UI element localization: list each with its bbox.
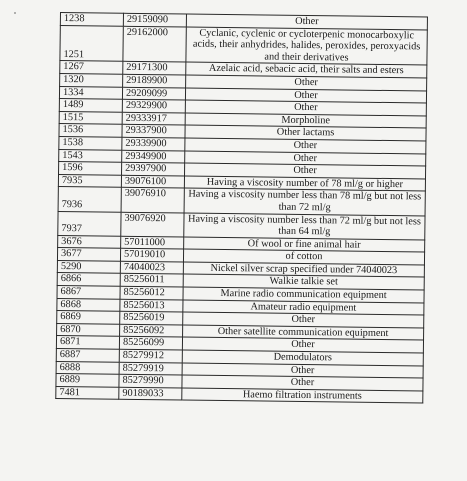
description-cell: Other	[186, 75, 427, 91]
description-cell: Other lactams	[185, 125, 426, 141]
hs-code-cell: 39076100	[121, 175, 184, 188]
serial-number-cell: 1320	[60, 73, 123, 86]
description-cell: Demodulators	[182, 350, 423, 366]
description-cell: Marine radio communication equipment	[183, 287, 424, 303]
serial-number-cell: 7937	[58, 211, 121, 236]
hs-code-cell: 85279919	[119, 362, 182, 375]
description-cell: Haemo filtration instruments	[182, 388, 423, 404]
hs-code-cell: 29209099	[122, 87, 185, 100]
hs-code-cell: 29329900	[122, 99, 185, 112]
hs-code-cell: 85256013	[120, 299, 183, 312]
description-cell: Other	[186, 14, 427, 30]
description-cell: Other	[185, 88, 426, 104]
serial-number-cell: 7936	[58, 187, 121, 212]
description-cell: Other	[182, 363, 423, 379]
serial-number-cell: 7481	[56, 386, 119, 399]
hs-code-cell: 29333917	[122, 112, 185, 125]
serial-number-cell: 1334	[59, 86, 122, 99]
serial-number-cell: 6887	[56, 349, 119, 362]
serial-number-cell: 1543	[59, 149, 122, 162]
hs-code-cell: 39076920	[121, 212, 184, 237]
hs-code-cell: 85256092	[120, 324, 183, 337]
serial-number-cell: 3677	[57, 248, 120, 261]
serial-number-cell: 7935	[58, 174, 121, 187]
serial-number-cell: 6888	[56, 361, 119, 374]
serial-number-cell: 1515	[59, 111, 122, 124]
description-cell: Other	[182, 337, 423, 353]
description-cell: Other	[185, 151, 426, 167]
description-cell: Other	[185, 138, 426, 154]
hs-code-cell: 74040023	[120, 261, 183, 274]
description-cell: Amateur radio equipment	[183, 300, 424, 316]
serial-number-cell: 1251	[60, 25, 123, 62]
serial-number-cell: 6889	[56, 374, 119, 387]
serial-number-cell: 1536	[59, 124, 122, 137]
serial-number-cell: 6868	[57, 298, 120, 311]
hs-code-cell: 85256019	[120, 312, 183, 325]
description-cell: Azelaic acid, sebacic acid, their salts and esters	[186, 62, 427, 78]
description-cell: Walkie talkie set	[183, 274, 424, 290]
serial-number-cell: 1238	[60, 13, 123, 26]
serial-number-cell: 6867	[57, 286, 120, 299]
serial-number-cell: 3676	[58, 235, 121, 248]
description-cell: Nickel silver scrap specified under 74040023	[183, 262, 424, 278]
hs-code-cell: 29349900	[122, 150, 185, 163]
table-row	[60, 25, 427, 65]
description-cell: Morpholine	[185, 113, 426, 129]
hs-code-cell: 85256011	[120, 274, 183, 287]
hs-code-cell: 85256099	[119, 337, 182, 350]
hs-code-cell: 85279990	[119, 374, 182, 387]
description-cell: Other	[185, 163, 426, 179]
description-cell: of cotton	[183, 249, 424, 265]
description-cell: Having a viscosity number of 78 ml/g or higher	[184, 176, 425, 192]
serial-number-cell: 6869	[57, 311, 120, 324]
description-cell: Having a viscosity number less than 72 ml/g but not less than 64 ml/g	[184, 213, 425, 240]
serial-number-cell: 1538	[59, 136, 122, 149]
hs-code-cell: 29159090	[123, 13, 186, 26]
description-cell: Having a viscosity number less than 78 ml/g but not less than 72 ml/g	[184, 188, 425, 215]
hs-code-cell: 57011000	[121, 236, 184, 249]
hs-code-cell: 90189033	[119, 387, 182, 400]
description-cell: Other satellite communication equipment	[183, 325, 424, 341]
hs-code-cell: 39076910	[121, 188, 184, 213]
hs-code-cell: 29337900	[122, 125, 185, 138]
description-cell: Other	[182, 375, 423, 391]
hs-code-cell: 29162000	[123, 26, 186, 63]
hs-code-cell: 29189900	[123, 74, 186, 87]
description-cell: Other	[183, 312, 424, 328]
description-cell: Cyclanic, cyclenic or cycloterpenic monocarboxylic acids, their anhydrides, halides, peroxides, peroxyacids and their derivatives	[186, 27, 427, 66]
tariff-table-body	[56, 13, 428, 404]
serial-number-cell: 6871	[56, 336, 119, 349]
hs-code-cell: 29339900	[122, 137, 185, 150]
page-speck	[14, 12, 16, 14]
hs-code-cell: 85256012	[120, 286, 183, 299]
serial-number-cell: 6870	[57, 323, 120, 336]
serial-number-cell: 1489	[59, 99, 122, 112]
tariff-table	[55, 12, 428, 404]
hs-code-cell: 85279912	[119, 349, 182, 362]
hs-code-cell: 29171300	[123, 62, 186, 75]
serial-number-cell: 1596	[59, 162, 122, 175]
hs-code-cell: 57019010	[120, 249, 183, 262]
description-cell: Of wool or fine animal hair	[184, 237, 425, 253]
hs-code-cell: 29397900	[122, 162, 185, 175]
serial-number-cell: 6866	[57, 273, 120, 286]
serial-number-cell: 1267	[60, 61, 123, 74]
description-cell: Other	[185, 100, 426, 116]
serial-number-cell: 5290	[57, 260, 120, 273]
